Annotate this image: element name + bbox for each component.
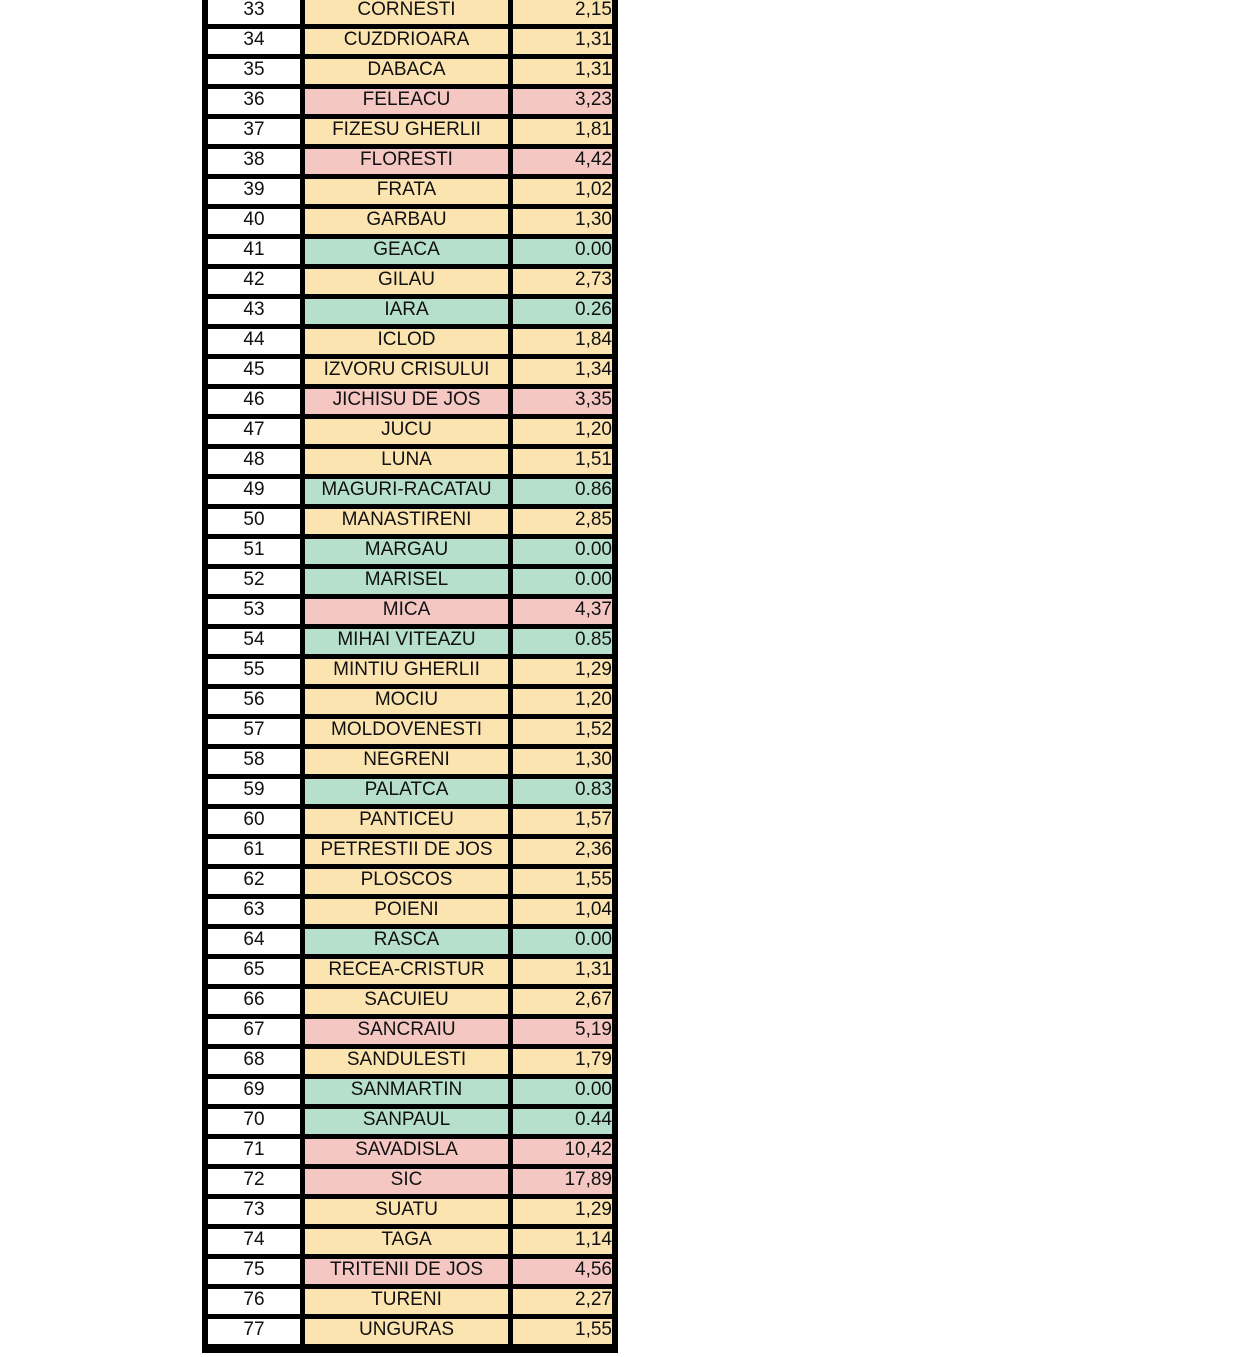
row-number-cell: 75 (208, 1259, 300, 1284)
value-cell: 1,31 (513, 29, 612, 54)
value-cell: 1,31 (513, 959, 612, 984)
row-number-cell: 73 (208, 1199, 300, 1224)
locality-name-cell: POIENI (305, 899, 508, 924)
table-row (202, 749, 618, 774)
table-row (202, 1289, 618, 1314)
row-number-cell: 53 (208, 599, 300, 624)
value-cell: 1,55 (513, 1319, 612, 1344)
table-row (202, 1079, 618, 1104)
locality-name-cell: UNGURAS (305, 1319, 508, 1344)
locality-name-cell: GEACA (305, 239, 508, 264)
row-number-cell: 51 (208, 539, 300, 564)
value-cell: 2,27 (513, 1289, 612, 1314)
row-number-cell: 48 (208, 449, 300, 474)
locality-name-cell: FIZESU GHERLII (305, 119, 508, 144)
table-row (202, 719, 618, 744)
locality-name-cell: TRITENII DE JOS (305, 1259, 508, 1284)
locality-name-cell: CUZDRIOARA (305, 29, 508, 54)
table-row (202, 209, 618, 234)
table-row (202, 899, 618, 924)
table-row (202, 119, 618, 144)
table-row (202, 989, 618, 1014)
table-row (202, 29, 618, 54)
locality-name-cell: FRATA (305, 179, 508, 204)
value-cell: 1,02 (513, 179, 612, 204)
row-number-cell: 55 (208, 659, 300, 684)
row-number-cell: 34 (208, 29, 300, 54)
row-number-cell: 58 (208, 749, 300, 774)
value-cell: 4,56 (513, 1259, 612, 1284)
table-row (202, 389, 618, 414)
locality-name-cell: TURENI (305, 1289, 508, 1314)
locality-name-cell: LUNA (305, 449, 508, 474)
table-row (202, 1169, 618, 1194)
locality-name-cell: IARA (305, 299, 508, 324)
row-number-cell: 57 (208, 719, 300, 744)
table-row (202, 509, 618, 534)
value-cell: 10,42 (513, 1139, 612, 1164)
table-row (202, 89, 618, 114)
row-number-cell: 59 (208, 779, 300, 804)
table-row (202, 659, 618, 684)
locality-name-cell: MOCIU (305, 689, 508, 714)
table-row (202, 629, 618, 654)
value-cell: 4,37 (513, 599, 612, 624)
locality-name-cell: TAGA (305, 1229, 508, 1254)
locality-name-cell: MINTIU GHERLII (305, 659, 508, 684)
locality-name-cell: PANTICEU (305, 809, 508, 834)
row-number-cell: 62 (208, 869, 300, 894)
table-row (202, 929, 618, 954)
row-number-cell: 44 (208, 329, 300, 354)
row-number-cell: 49 (208, 479, 300, 504)
row-number-cell: 50 (208, 509, 300, 534)
row-number-cell: 71 (208, 1139, 300, 1164)
table-row (202, 329, 618, 354)
locality-name-cell: MICA (305, 599, 508, 624)
row-number-cell: 52 (208, 569, 300, 594)
row-number-cell: 77 (208, 1319, 300, 1344)
table-grid (202, 0, 618, 1353)
value-cell: 1,04 (513, 899, 612, 924)
table-row (202, 839, 618, 864)
value-cell: 2,15 (513, 0, 612, 24)
locality-name-cell: DABACA (305, 59, 508, 84)
table-row (202, 479, 618, 504)
locality-name-cell: GARBAU (305, 209, 508, 234)
value-cell: 1,31 (513, 59, 612, 84)
table-row (202, 959, 618, 984)
table-row (202, 689, 618, 714)
value-cell: 3,23 (513, 89, 612, 114)
table-row (202, 359, 618, 384)
value-cell: 1,30 (513, 749, 612, 774)
locality-name-cell: RECEA-CRISTUR (305, 959, 508, 984)
locality-name-cell: SIC (305, 1169, 508, 1194)
row-number-cell: 37 (208, 119, 300, 144)
value-cell: 1,20 (513, 689, 612, 714)
table-row (202, 599, 618, 624)
locality-name-cell: PLOSCOS (305, 869, 508, 894)
table-row (202, 1229, 618, 1254)
locality-name-cell: CORNESTI (305, 0, 508, 24)
value-cell: 1,52 (513, 719, 612, 744)
table-row (202, 179, 618, 204)
value-cell: 0.83 (513, 779, 612, 804)
row-number-cell: 64 (208, 929, 300, 954)
row-number-cell: 41 (208, 239, 300, 264)
value-cell: 0.44 (513, 1109, 612, 1134)
table-row (202, 59, 618, 84)
locality-name-cell: SAVADISLA (305, 1139, 508, 1164)
row-number-cell: 54 (208, 629, 300, 654)
locality-name-cell: NEGRENI (305, 749, 508, 774)
locality-name-cell: SACUIEU (305, 989, 508, 1014)
row-number-cell: 65 (208, 959, 300, 984)
value-cell: 1,29 (513, 1199, 612, 1224)
row-number-cell: 42 (208, 269, 300, 294)
value-cell: 1,51 (513, 449, 612, 474)
value-cell: 0.85 (513, 629, 612, 654)
value-cell: 0.26 (513, 299, 612, 324)
locality-name-cell: ICLOD (305, 329, 508, 354)
table-row (202, 299, 618, 324)
row-number-cell: 60 (208, 809, 300, 834)
row-number-cell: 46 (208, 389, 300, 414)
table-row (202, 779, 618, 804)
table-row (202, 0, 618, 24)
row-number-cell: 70 (208, 1109, 300, 1134)
locality-name-cell: MARISEL (305, 569, 508, 594)
locality-name-cell: IZVORU CRISULUI (305, 359, 508, 384)
table-row (202, 269, 618, 294)
locality-name-cell: MIHAI VITEAZU (305, 629, 508, 654)
locality-name-cell: SANCRAIU (305, 1019, 508, 1044)
value-cell: 0.00 (513, 569, 612, 594)
locality-name-cell: JICHISU DE JOS (305, 389, 508, 414)
value-cell: 0.00 (513, 1079, 612, 1104)
locality-name-cell: RASCA (305, 929, 508, 954)
value-cell: 1,14 (513, 1229, 612, 1254)
table-row (202, 1319, 618, 1344)
row-number-cell: 45 (208, 359, 300, 384)
value-cell: 1,57 (513, 809, 612, 834)
row-number-cell: 68 (208, 1049, 300, 1074)
locality-name-cell: PALATCA (305, 779, 508, 804)
value-cell: 0.00 (513, 929, 612, 954)
value-cell: 1,30 (513, 209, 612, 234)
table-row (202, 1019, 618, 1044)
row-number-cell: 67 (208, 1019, 300, 1044)
row-number-cell: 74 (208, 1229, 300, 1254)
value-cell: 5,19 (513, 1019, 612, 1044)
locality-name-cell: MARGAU (305, 539, 508, 564)
value-cell: 0.86 (513, 479, 612, 504)
table-row (202, 419, 618, 444)
value-cell: 0.00 (513, 539, 612, 564)
table-row (202, 149, 618, 174)
value-cell: 17,89 (513, 1169, 612, 1194)
row-number-cell: 36 (208, 89, 300, 114)
table-row (202, 569, 618, 594)
row-number-cell: 43 (208, 299, 300, 324)
locality-name-cell: SANDULESTI (305, 1049, 508, 1074)
value-cell: 0.00 (513, 239, 612, 264)
table-row (202, 449, 618, 474)
value-cell: 1,29 (513, 659, 612, 684)
row-number-cell: 40 (208, 209, 300, 234)
value-cell: 1,84 (513, 329, 612, 354)
value-cell: 1,79 (513, 1049, 612, 1074)
table-row (202, 869, 618, 894)
locality-name-cell: SUATU (305, 1199, 508, 1224)
row-number-cell: 35 (208, 59, 300, 84)
value-cell: 4,42 (513, 149, 612, 174)
table-row (202, 1049, 618, 1074)
row-number-cell: 72 (208, 1169, 300, 1194)
row-number-cell: 47 (208, 419, 300, 444)
locality-name-cell: GILAU (305, 269, 508, 294)
locality-name-cell: SANPAUL (305, 1109, 508, 1134)
row-number-cell: 56 (208, 689, 300, 714)
row-number-cell: 66 (208, 989, 300, 1014)
table-row (202, 239, 618, 264)
row-number-cell: 39 (208, 179, 300, 204)
locality-name-cell: MANASTIRENI (305, 509, 508, 534)
value-cell: 2,73 (513, 269, 612, 294)
table-row (202, 539, 618, 564)
table-row (202, 1199, 618, 1224)
value-cell: 2,67 (513, 989, 612, 1014)
value-cell: 2,36 (513, 839, 612, 864)
table-row (202, 809, 618, 834)
locality-name-cell: FLORESTI (305, 149, 508, 174)
value-cell: 1,34 (513, 359, 612, 384)
table-row (202, 1259, 618, 1284)
value-cell: 1,55 (513, 869, 612, 894)
row-number-cell: 61 (208, 839, 300, 864)
row-number-cell: 63 (208, 899, 300, 924)
table-row (202, 1139, 618, 1164)
locality-name-cell: PETRESTII DE JOS (305, 839, 508, 864)
row-number-cell: 69 (208, 1079, 300, 1104)
locality-name-cell: MOLDOVENESTI (305, 719, 508, 744)
value-cell: 1,81 (513, 119, 612, 144)
locality-name-cell: FELEACU (305, 89, 508, 114)
value-cell: 1,20 (513, 419, 612, 444)
locality-name-cell: JUCU (305, 419, 508, 444)
locality-name-cell: SANMARTIN (305, 1079, 508, 1104)
row-number-cell: 76 (208, 1289, 300, 1314)
value-cell: 2,85 (513, 509, 612, 534)
value-cell: 3,35 (513, 389, 612, 414)
row-number-cell: 33 (208, 0, 300, 24)
row-number-cell: 38 (208, 149, 300, 174)
locality-name-cell: MAGURI-RACATAU (305, 479, 508, 504)
table-row (202, 1109, 618, 1134)
